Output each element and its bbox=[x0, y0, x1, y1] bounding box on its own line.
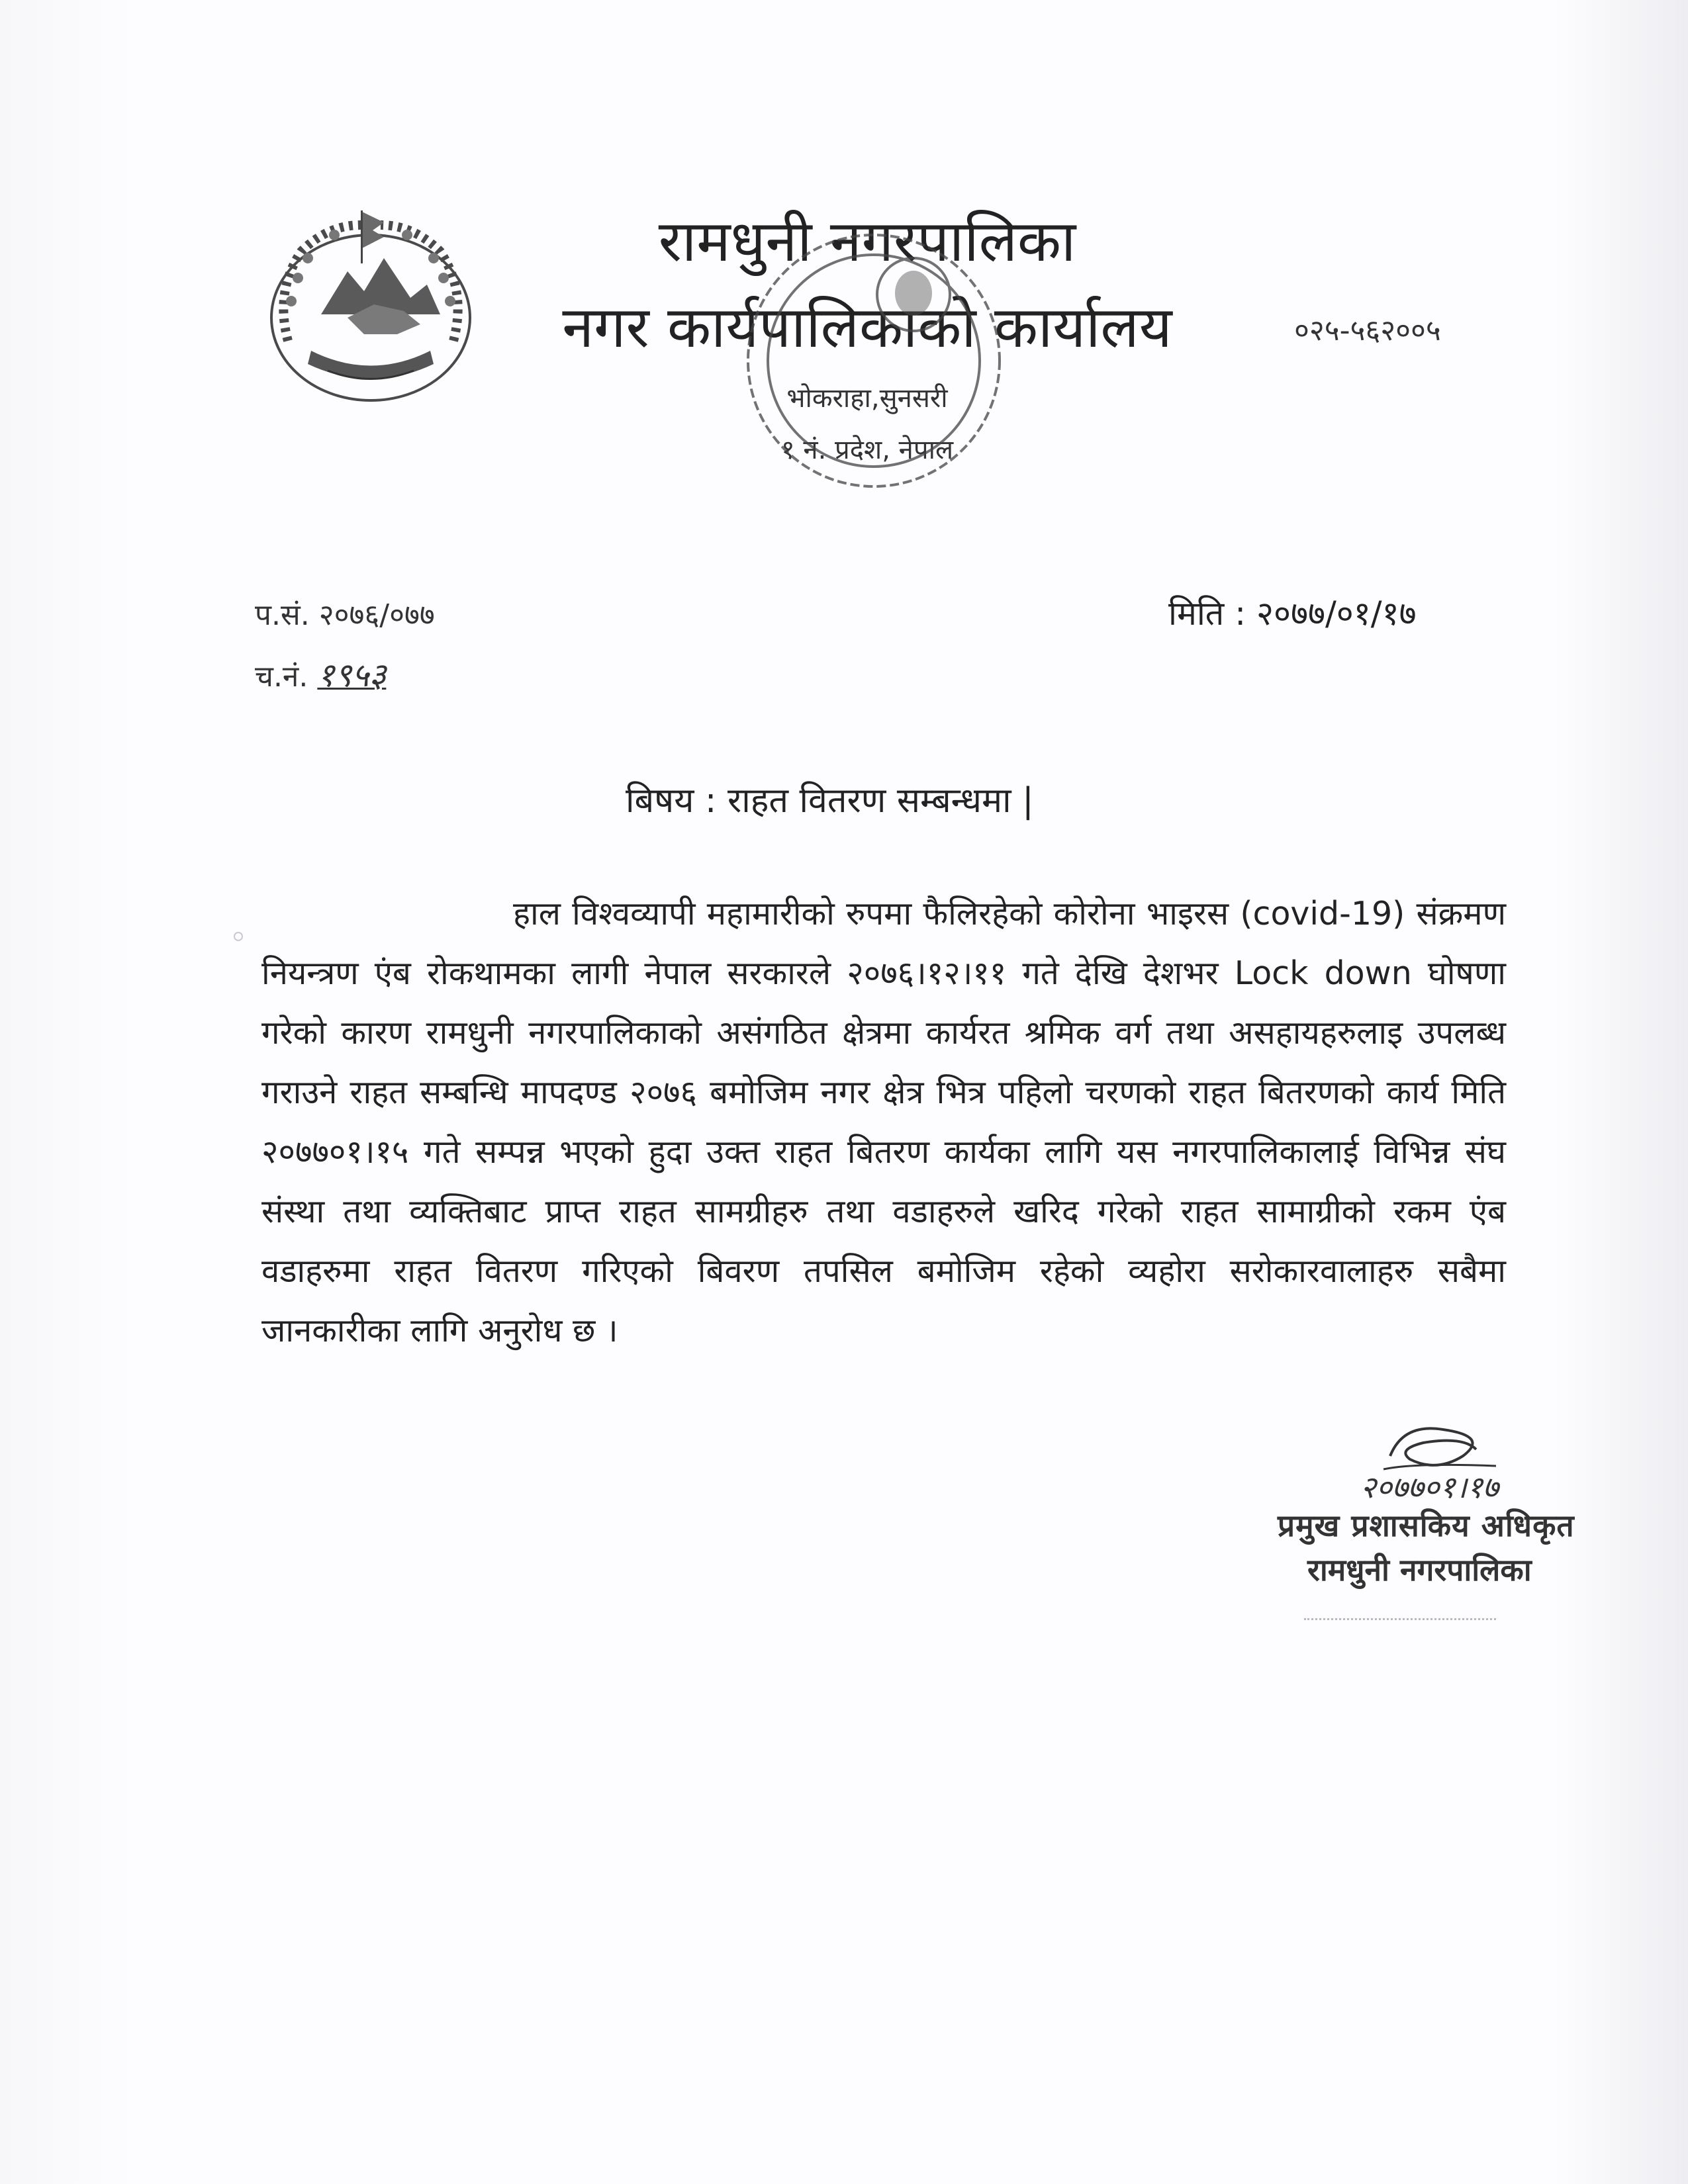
signature-divider bbox=[1304, 1618, 1496, 1620]
signatory-title: प्रमुख प्रशासकिय अधिकृत bbox=[1278, 1508, 1575, 1543]
reference-cn bbox=[255, 655, 386, 697]
reference-ps-label: प.सं. bbox=[255, 598, 310, 632]
letter-date-label: मिति : bbox=[1168, 594, 1246, 633]
letter-subject bbox=[626, 778, 1034, 824]
nepal-emblem-icon bbox=[248, 199, 493, 417]
signatory-organization: रामधुनी नगरपालिका bbox=[1307, 1552, 1532, 1588]
reference-cn-label: च.नं. bbox=[255, 660, 308, 694]
reference-ps-value: २०७६/०७७ bbox=[318, 598, 435, 632]
office-name: रामधुनी नगरपालिका bbox=[658, 208, 1076, 275]
letter-body bbox=[261, 884, 1506, 1361]
office-address-line2: १ नं. प्रदेश, नेपाल bbox=[780, 435, 954, 465]
office-stamp-icon bbox=[735, 222, 1013, 500]
letter-subject-label: बिषय : bbox=[626, 781, 717, 821]
reference-ps bbox=[255, 596, 435, 635]
signature-date: २०७७०१।१७ bbox=[1360, 1469, 1499, 1505]
margin-dot bbox=[234, 932, 243, 941]
letter-date-value: २०७७/०१/१७ bbox=[1256, 594, 1417, 633]
letter-body-paragraph: हाल विश्वव्यापी महामारीको रुपमा फैलिरहेको कोरोना भाइरस (covid-19) संक्रमण नियन्त्रण एंब रोकथामका लागी नेपाल सरकारले २०७६।१२।११ गते देखि देशभर Lock down घोषणा गरेको कारण रामधुनी नगरपालिकाको असंगठित क्षेत्रमा कार्यरत श्रमिक वर्ग तथा असहायहरुलाइ उपलब्ध गराउने राहत सम्बन्धि मापदण्ड २०७६ बमोजिम नगर क्षेत्र भित्र पहिलो चरणको राहत बितरणको कार्य मिति २०७७०१।१५ गते सम्पन्न भएको हुदा उक्त राहत बितरण कार्यका लागि यस नगरपालिकालाई विभिन्न संघ संस्था तथा व्यक्तिबाट प्राप्त राहत सामग्रीहरु तथा वडाहरुले खरिद गरेको राहत सामाग्रीको रकम एंब वडाहरुमा राहत वितरण गरिएको बिवरण तपसिल बमोजिम रहेको व्यहोरा सरोकारवालाहरु सबैमा जानकारीका लागि अनुरोध छ । bbox=[261, 895, 1506, 1349]
reference-cn-value: १९५३ bbox=[317, 656, 387, 694]
office-phone: ०२५-५६२००५ bbox=[1294, 314, 1441, 347]
office-address-line1: भोकराहा,सुनसरी bbox=[786, 383, 948, 414]
letter-date bbox=[1168, 590, 1417, 637]
letter-subject-value: राहत वितरण सम्बन्धमा | bbox=[727, 781, 1034, 821]
office-subtitle: नगर कार्यपालिकाको कार्यालय bbox=[562, 295, 1172, 361]
